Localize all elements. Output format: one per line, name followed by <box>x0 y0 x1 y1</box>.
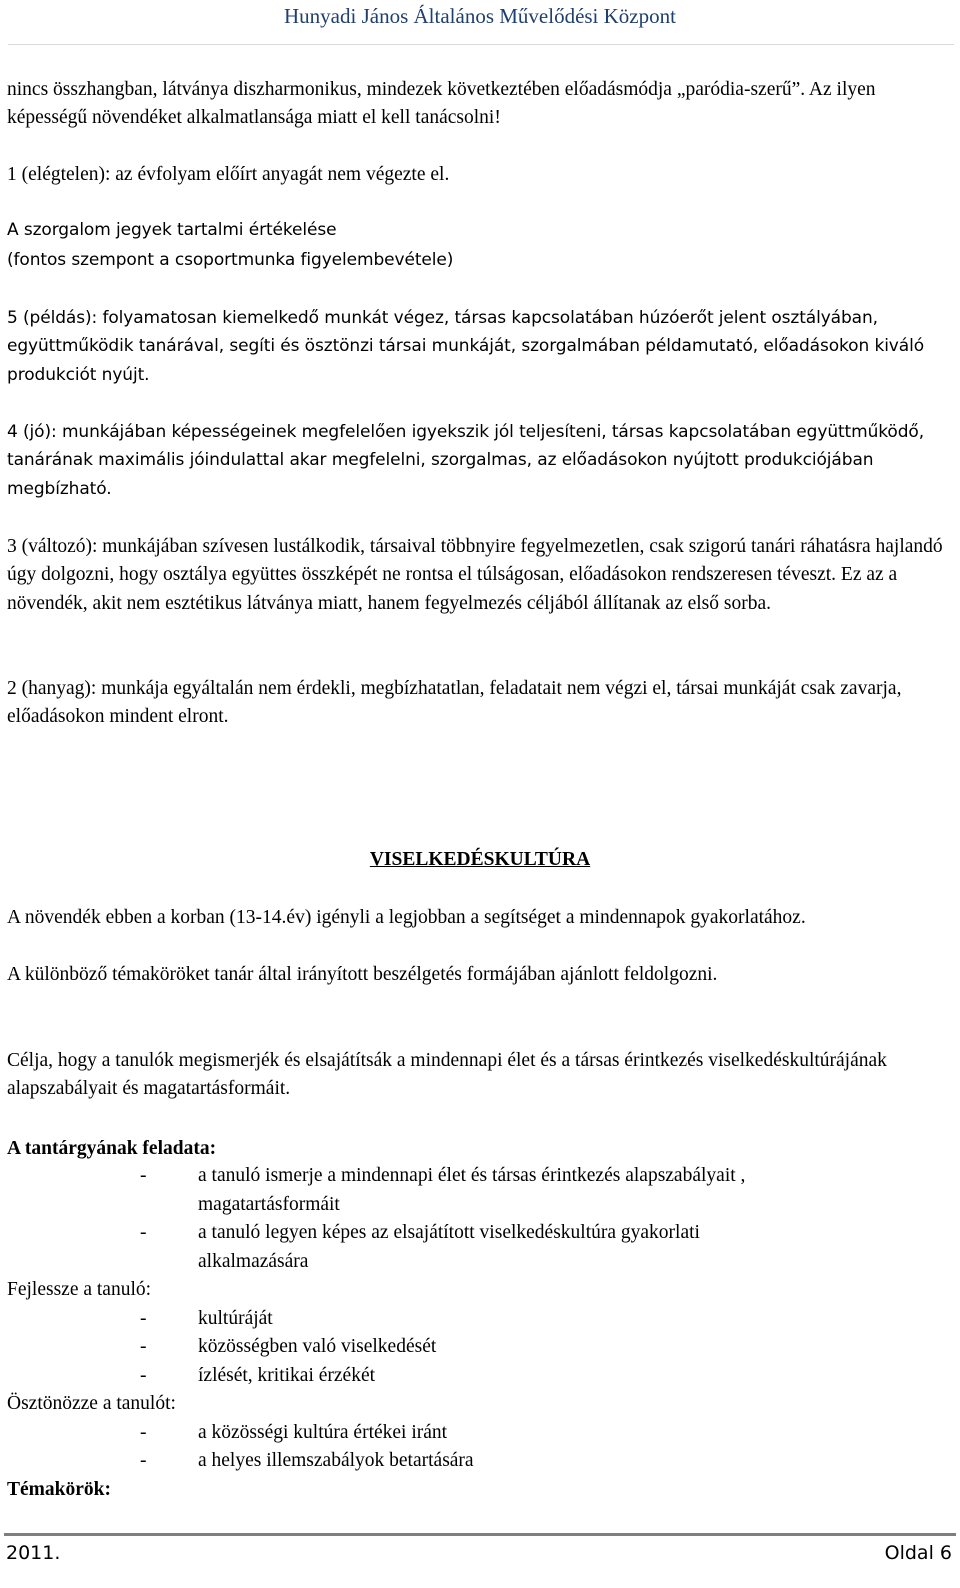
diligence-grade5: 5 (példás): folyamatosan kiemelkedő munkát végez, társas kapcsolatában húzóerőt jelent osztályában, együttműködik tanárával, segíti és ösztönzi társai munkáját, szorgalmában példamutató, előadásokon kiváló produkciót nyújt. <box>7 308 925 385</box>
motivate-item: a közösségi kultúra értékei iránt <box>198 1422 448 1443</box>
motivate-dash: - <box>140 1450 147 1471</box>
develop-dash: - <box>140 1365 147 1386</box>
task-dash: - <box>140 1222 147 1243</box>
diligence-grade2: 2 (hanyag): munkája egyáltalán nem érdekli, megbízhatatlan, feladatait nem végzi el, társai munkáját csak zavarja, előadásokon mindent elront. <box>7 678 902 728</box>
diligence-subheading: (fontos szempont a csoportmunka figyelembevétele) <box>7 250 454 270</box>
grade1-paragraph: 1 (elégtelen): az évfolyam előírt anyagát nem végezte el. <box>7 164 450 185</box>
footer-page-number: Oldal 6 <box>884 1542 952 1564</box>
intro-paragraph: nincs összhangban, látványa diszharmonikus, mindezek következtében előadásmódja „paródia-szerű”. Az ilyen képességű növendéket alkalmatlansága miatt el kell tanácsolni! <box>7 79 876 129</box>
task-heading: A tantárgyának feladata: <box>7 1138 217 1159</box>
develop-dash: - <box>140 1336 147 1357</box>
develop-item: ízlését, kritikai érzékét <box>198 1365 376 1386</box>
header-divider <box>8 44 954 45</box>
develop-item: kultúráját <box>198 1308 273 1329</box>
task-dash: - <box>140 1165 147 1186</box>
develop-heading: Fejlessze a tanuló: <box>7 1279 152 1300</box>
develop-item: közösségben való viselkedését <box>198 1336 437 1357</box>
diligence-heading: A szorgalom jegyek tartalmi értékelése <box>7 220 337 240</box>
task-item-line: a tanuló legyen képes az elsajátított viselkedéskultúra gyakorlati <box>198 1222 700 1243</box>
motivate-heading: Ösztönözze a tanulót: <box>7 1393 176 1414</box>
section-intro-paragraph: A növendék ebben a korban (13-14.év) igényli a legjobban a segítséget a mindennapok gyakorlatához. <box>7 907 806 928</box>
task-item-line: alkalmazására <box>198 1251 309 1272</box>
motivate-dash: - <box>140 1422 147 1443</box>
diligence-grade3: 3 (változó): munkájában szívesen lustálkodik, társaival többnyire fegyelmezetlen, csak szigorú tanári ráhatásra hajlandó úgy dolgozni, hogy osztálya együttes összképét ne rontsa el túlságosan, előadásokon rendszeresen téveszt. Ez az a növendék, akit nem esztétikus látványa miatt, hanem fegyelmezés céljából állítanak az első sorba. <box>7 536 943 614</box>
develop-dash: - <box>140 1308 147 1329</box>
task-item-line: a tanuló ismerje a mindennapi élet és társas érintkezés alapszabályait , <box>198 1165 746 1186</box>
diligence-grade4: 4 (jó): munkájában képességeinek megfelelően igyekszik jól teljesíteni, társas kapcsolatában együttműködő, tanárának maximális jóindulattal akar megfelelni, szorgalmas, az előadásokon nyújtott produkciójában megbízható. <box>7 422 924 499</box>
section-method-paragraph: A különböző témaköröket tanár által irányított beszélgetés formájában ajánlott feldolgozni. <box>7 964 718 985</box>
topics-heading: Témakörök: <box>7 1479 111 1500</box>
task-item-line: magatartásformáit <box>198 1194 340 1215</box>
page-header-title: Hunyadi János Általános Művelődési Központ <box>284 4 676 28</box>
motivate-item: a helyes illemszabályok betartására <box>198 1450 474 1471</box>
footer-divider <box>4 1533 956 1536</box>
footer-year: 2011. <box>6 1542 61 1564</box>
section-title: VISELKEDÉSKULTÚRA <box>369 849 591 870</box>
section-goal-paragraph: Célja, hogy a tanulók megismerjék és elsajátítsák a mindennapi élet és a társas érintkezés viselkedéskultúrájának alapszabályait és magatartásformáit. <box>7 1050 887 1100</box>
